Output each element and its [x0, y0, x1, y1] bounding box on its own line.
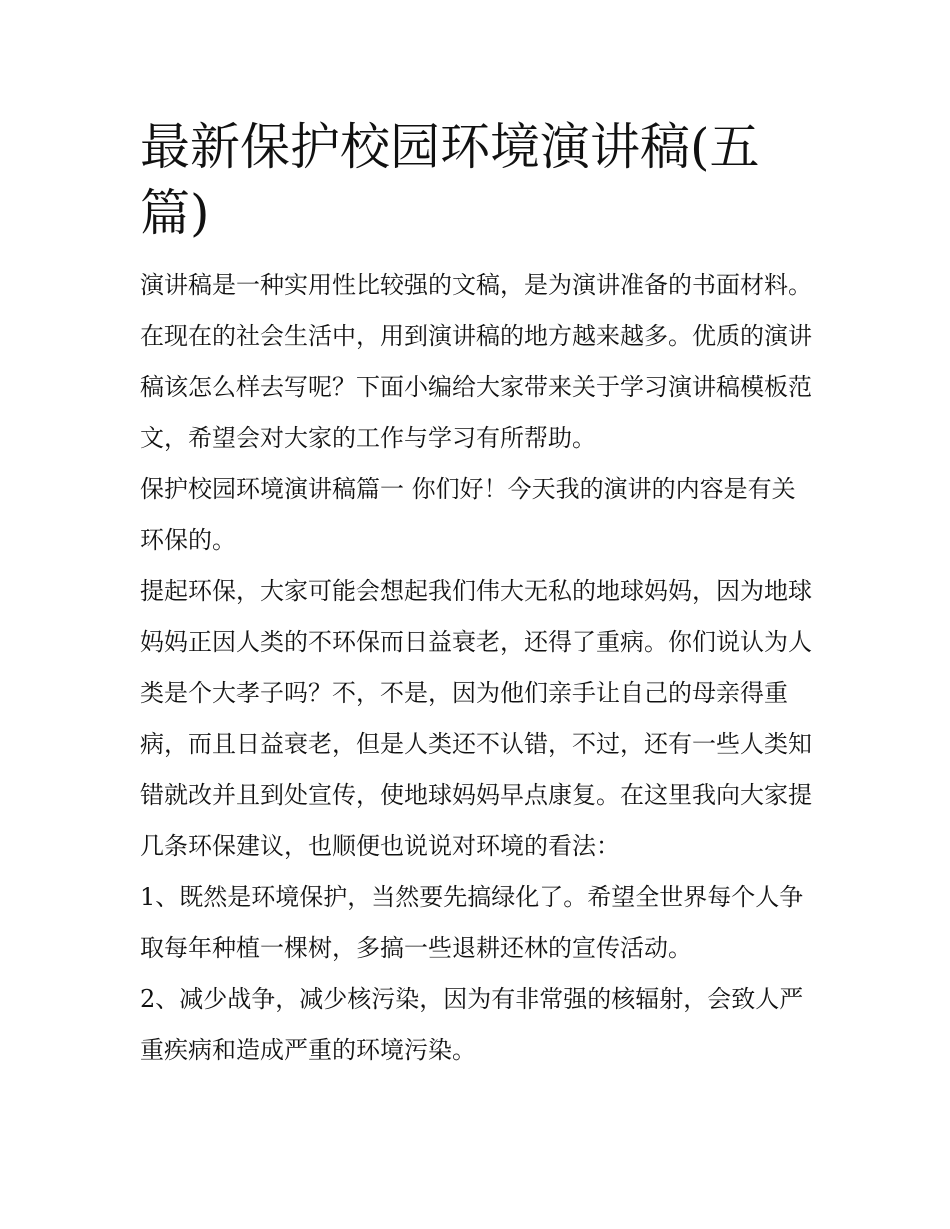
document-body [140, 114, 812, 1076]
suggestion-1-paragraph: 1、既然是环境保护，当然要先搞绿化了。希望全世界每个人争取每年种植一棵树，多搞一些退耕还林的宣传活动。 [140, 883, 804, 962]
document-title: 最新保护校园环境演讲稿(五篇) [140, 118, 760, 242]
speech-opening-paragraph: 保护校园环境演讲稿篇一 你们好！今天我的演讲的内容是有关环保的。 [140, 475, 796, 554]
body-paragraph: 提起环保，大家可能会想起我们伟大无私的地球妈妈，因为地球妈妈正因人类的不环保而日益衰老，还得了重病。你们说认为人类是个大孝子吗？不，不是，因为他们亲手让自己的母亲得重病，而且日益衰老，但是人类还不认错，不过，还有一些人类知错就改并且到处宣传，使地球妈妈早点康复。在这里我向大家提几条环保建议，也顺便也说说对环境的看法： [140, 577, 812, 860]
suggestion-2-paragraph: 2、减少战争，减少核污染，因为有非常强的核辐射，会致人严重疾病和造成严重的环境污染。 [140, 985, 804, 1064]
intro-paragraph: 演讲稿是一种实用性比较强的文稿，是为演讲准备的书面材料。在现在的社会生活中，用到演讲稿的地方越来越多。优质的演讲稿该怎么样去写呢？下面小编给大家带来关于学习演讲稿模板范文，希望会对大家的工作与学习有所帮助。 [140, 271, 812, 452]
